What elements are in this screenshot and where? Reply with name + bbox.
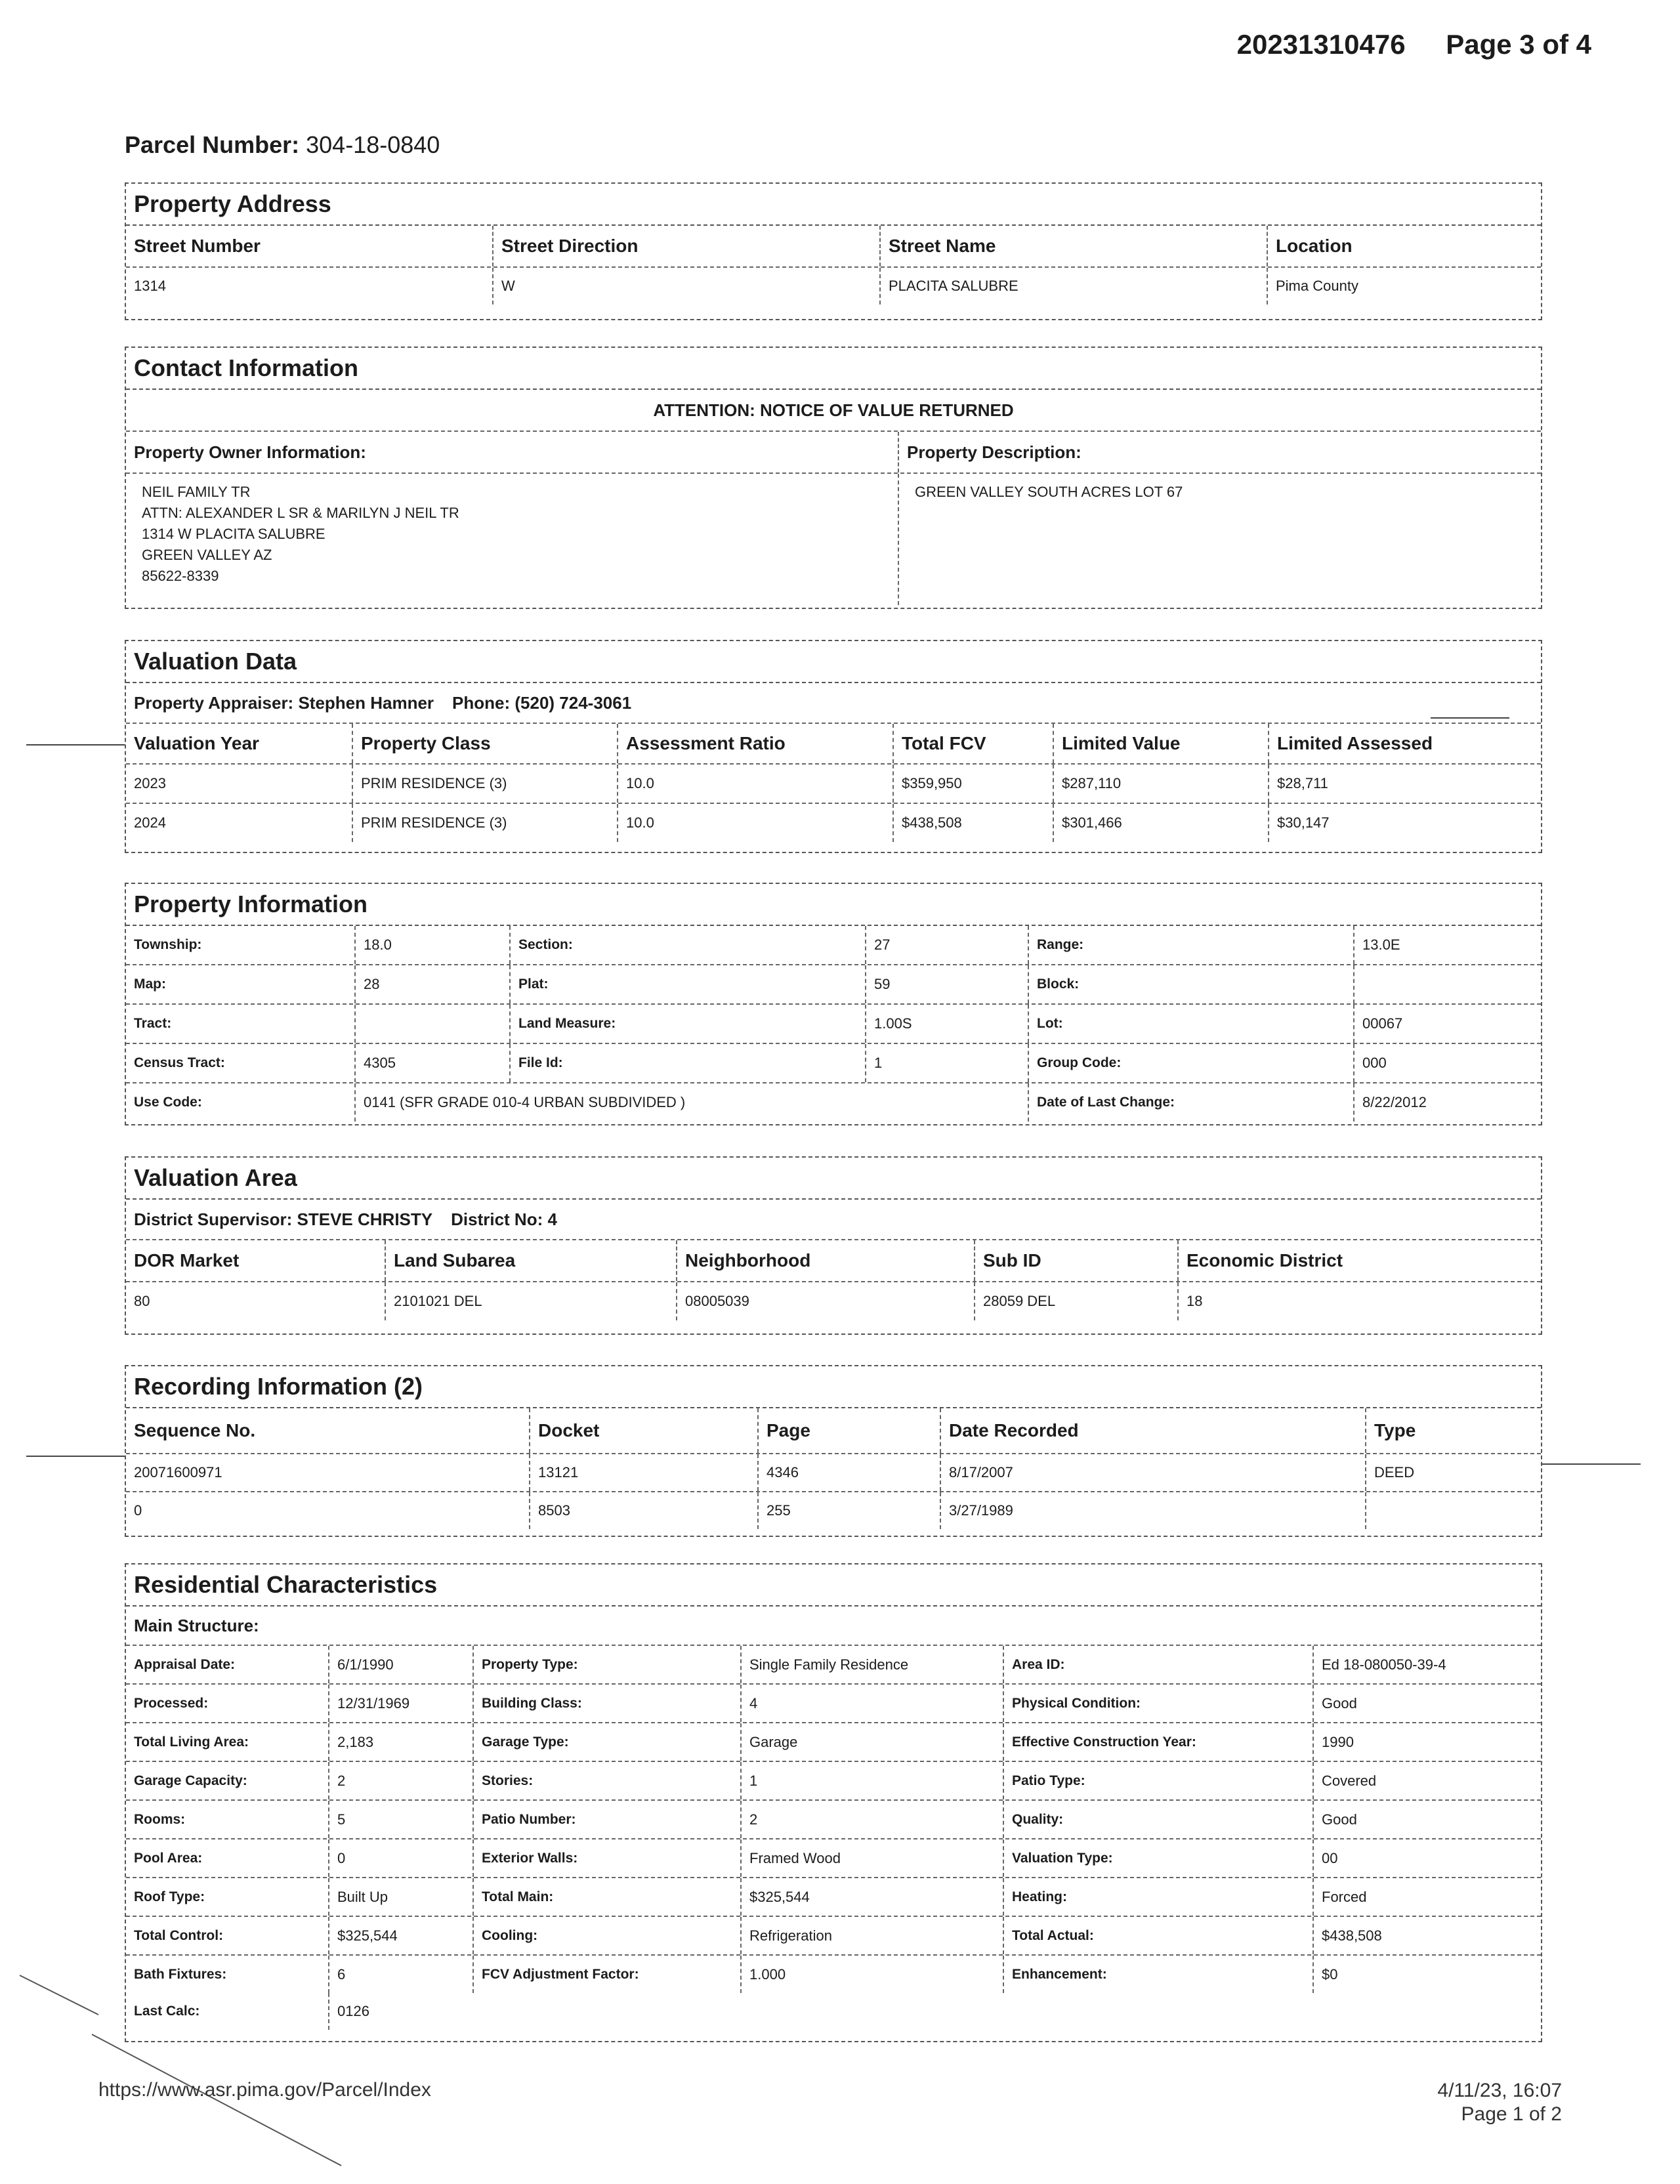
table-header-row: [126, 226, 1541, 268]
recording-section: [125, 1365, 1542, 1537]
table-row: [126, 1801, 1541, 1839]
document-number: 20231310476: [1236, 29, 1406, 60]
value-cell: 4346: [759, 1454, 941, 1491]
footer-meta: [1437, 2079, 1562, 2126]
table-row: [126, 1762, 1541, 1801]
value-cell: 13121: [530, 1454, 759, 1491]
value-cell: 13.0E: [1362, 936, 1400, 953]
value-cell: Good: [1322, 1694, 1357, 1712]
contact-section: [125, 346, 1542, 609]
value-cell: $325,544: [329, 1917, 474, 1954]
table-row: [126, 765, 1541, 804]
appraiser-name: Property Appraiser: Stephen Hamner: [134, 692, 434, 713]
parcel-label: Parcel Number:: [125, 131, 300, 158]
value-cell: 1990: [1322, 1733, 1354, 1750]
header-cell: Total FCV: [894, 724, 1054, 763]
property-description: [899, 474, 1541, 605]
value-cell: 0126: [337, 2003, 369, 2019]
label-cell: Date of Last Change:: [1029, 1083, 1354, 1122]
scan-streak: [13, 1969, 354, 2179]
owner-address: [126, 474, 899, 605]
value-cell: 6: [329, 1956, 474, 1993]
value-cell: 0: [329, 1839, 474, 1877]
header-cell: Economic District: [1186, 1250, 1343, 1270]
value-cell: PLACITA SALUBRE: [881, 268, 1268, 304]
value-cell: $30,147: [1277, 814, 1330, 831]
value-cell: PRIM RESIDENCE (3): [353, 804, 618, 842]
value-cell: $28,711: [1277, 775, 1328, 791]
value-cell: 0141 (SFR GRADE 010-4 URBAN SUBDIVIDED ): [356, 1083, 1029, 1122]
label-cell: Patio Number:: [474, 1801, 742, 1838]
value-cell: Single Family Residence: [742, 1646, 1004, 1683]
label-cell: Total Control:: [126, 1917, 329, 1954]
header-cell: Limited Value: [1054, 724, 1269, 763]
value-cell: 1314: [126, 268, 494, 304]
header-cell: Docket: [530, 1408, 759, 1453]
header-cell: Limited Assessed: [1277, 733, 1433, 753]
value-cell: PRIM RESIDENCE (3): [353, 765, 618, 803]
label-cell: Effective Construction Year:: [1004, 1723, 1314, 1761]
value-cell: $325,544: [742, 1878, 1004, 1916]
footer-page: Page 1 of 2: [1461, 2103, 1562, 2125]
header-cell: Street Direction: [494, 226, 881, 266]
value-cell: [1354, 965, 1541, 1003]
label-cell: Exterior Walls:: [474, 1839, 742, 1877]
value-cell: Forced: [1322, 1888, 1367, 1905]
table-header-row: [126, 1240, 1541, 1282]
label-cell: Roof Type:: [126, 1878, 329, 1916]
value-cell: 2024: [126, 804, 353, 842]
value-cell: 10.0: [618, 804, 894, 842]
label-cell: Range:: [1029, 926, 1354, 964]
header-cell: Sequence No.: [126, 1408, 530, 1453]
table-row: [126, 268, 1541, 304]
table-row: [126, 1282, 1541, 1320]
table-row: [126, 965, 1541, 1005]
table-row: [126, 1083, 1541, 1122]
label-cell: Stories:: [474, 1762, 742, 1799]
label-cell: FCV Adjustment Factor:: [474, 1956, 742, 1993]
value-cell: Pima County: [1276, 278, 1358, 294]
scan-mark: [1542, 1463, 1641, 1465]
label-cell: Group Code:: [1029, 1044, 1354, 1082]
value-cell: 2023: [126, 765, 353, 803]
value-cell: 8/17/2007: [941, 1454, 1366, 1491]
table-row: [126, 1492, 1541, 1529]
header-cell: Assessment Ratio: [618, 724, 894, 763]
label-cell: File Id:: [511, 1044, 866, 1082]
footer-timestamp: 4/11/23, 16:07: [1437, 2080, 1562, 2101]
header-cell: Neighborhood: [677, 1240, 975, 1281]
header-cell: Sub ID: [975, 1240, 1179, 1281]
label-cell: Appraisal Date:: [126, 1646, 329, 1683]
label-cell: Land Measure:: [511, 1005, 866, 1043]
value-cell: 4305: [356, 1044, 511, 1082]
value-cell: 1: [742, 1762, 1004, 1799]
value-cell: $359,950: [894, 765, 1054, 803]
header-cell: Date Recorded: [941, 1408, 1366, 1453]
value-cell: 5: [329, 1801, 474, 1838]
parcel-number: [125, 131, 440, 159]
property-address-section: [125, 182, 1542, 320]
page-indicator: Page 3 of 4: [1446, 29, 1591, 60]
value-cell: 10.0: [618, 765, 894, 803]
value-cell: 8503: [530, 1492, 759, 1529]
property-info-section: [125, 883, 1542, 1125]
label-cell: Block:: [1029, 965, 1354, 1003]
value-cell: Covered: [1322, 1772, 1377, 1789]
value-cell: 27: [866, 926, 1029, 964]
label-cell: Heating:: [1004, 1878, 1314, 1916]
value-cell: Garage: [742, 1723, 1004, 1761]
value-cell: W: [494, 268, 881, 304]
label-cell: Pool Area:: [126, 1839, 329, 1877]
value-cell: DEED: [1374, 1464, 1415, 1480]
table-row: [126, 1878, 1541, 1917]
label-cell: Garage Capacity:: [126, 1762, 329, 1799]
table-row: [126, 1685, 1541, 1723]
value-cell: 18.0: [356, 926, 511, 964]
district-number: District No: 4: [451, 1209, 557, 1229]
district-supervisor: District Supervisor: STEVE CHRISTY: [134, 1209, 433, 1229]
header-cell: Type: [1374, 1420, 1416, 1440]
label-cell: Rooms:: [126, 1801, 329, 1838]
value-cell: 4: [742, 1685, 1004, 1722]
label-cell: Quality:: [1004, 1801, 1314, 1838]
value-cell: [1366, 1492, 1541, 1529]
value-cell: 08005039: [677, 1282, 975, 1320]
owner-line: ATTN: ALEXANDER L SR & MARILYN J NEIL TR: [142, 505, 459, 521]
table-header-row: [126, 1408, 1541, 1454]
value-cell: [356, 1005, 511, 1043]
value-cell: $438,508: [894, 804, 1054, 842]
owner-line: 85622-8339: [142, 568, 219, 584]
document-header: [1204, 29, 1591, 60]
header-cell: Land Subarea: [386, 1240, 677, 1281]
table-row: [126, 1723, 1541, 1762]
label-cell: Lot:: [1029, 1005, 1354, 1043]
value-cell: 0: [126, 1492, 530, 1529]
header-cell: Street Name: [881, 226, 1268, 266]
table-row: [126, 1839, 1541, 1878]
value-cell: 2: [742, 1801, 1004, 1838]
section-title: Property Address: [126, 184, 1541, 226]
value-cell: 28059 DEL: [975, 1282, 1179, 1320]
value-cell: 80: [126, 1282, 386, 1320]
section-title: Residential Characteristics: [126, 1564, 1541, 1606]
value-cell: Framed Wood: [742, 1839, 1004, 1877]
value-cell: $0: [1322, 1965, 1338, 1983]
owner-line: GREEN VALLEY AZ: [142, 547, 272, 563]
section-title: Recording Information (2): [126, 1366, 1541, 1408]
header-cell: Page: [759, 1408, 941, 1453]
value-cell: 20071600971: [126, 1454, 530, 1491]
section-title: Contact Information: [126, 348, 1541, 390]
scan-mark: [26, 1456, 125, 1457]
header-cell: Valuation Year: [126, 724, 353, 763]
value-cell: 000: [1362, 1055, 1387, 1071]
residential-table: [126, 1646, 1541, 1993]
value-cell: 3/27/1989: [941, 1492, 1366, 1529]
label-cell: Patio Type:: [1004, 1762, 1314, 1799]
table-row: [126, 1044, 1541, 1083]
value-cell: 2,183: [329, 1723, 474, 1761]
scan-mark: [1431, 717, 1509, 719]
label-cell: Section:: [511, 926, 866, 964]
main-structure-label: Main Structure:: [126, 1606, 1541, 1646]
value-cell: 2: [329, 1762, 474, 1799]
label-cell: Building Class:: [474, 1685, 742, 1722]
label-cell: Township:: [126, 926, 356, 964]
value-cell: 28: [356, 965, 511, 1003]
owner-label: Property Owner Information:: [126, 432, 899, 472]
table-row: [126, 804, 1541, 842]
label-cell: Valuation Type:: [1004, 1839, 1314, 1877]
label-cell: Last Calc:: [126, 1993, 329, 2030]
header-cell: Location: [1276, 236, 1353, 256]
table-row: [126, 1917, 1541, 1956]
value-cell: Ed 18-080050-39-4: [1322, 1656, 1446, 1673]
value-cell: $438,508: [1322, 1927, 1382, 1944]
section-title: Property Information: [126, 884, 1541, 926]
contact-header-row: [126, 432, 1541, 474]
value-cell: Built Up: [329, 1878, 474, 1916]
table-header-row: [126, 724, 1541, 765]
footer-url: https://www.asr.pima.gov/Parcel/Index: [98, 2079, 431, 2101]
value-cell: Good: [1322, 1811, 1357, 1828]
value-cell: $301,466: [1054, 804, 1269, 842]
section-title: Valuation Data: [126, 641, 1541, 683]
appraiser-phone: Phone: (520) 724-3061: [452, 692, 632, 713]
value-cell: 6/1/1990: [329, 1646, 474, 1683]
parcel-value: 304-18-0840: [306, 131, 440, 158]
label-cell: Property Type:: [474, 1646, 742, 1683]
label-cell: Total Actual:: [1004, 1917, 1314, 1954]
label-cell: Physical Condition:: [1004, 1685, 1314, 1722]
label-cell: Use Code:: [126, 1083, 356, 1122]
table-row: [126, 1646, 1541, 1685]
label-cell: Enhancement:: [1004, 1956, 1314, 1993]
label-cell: Processed:: [126, 1685, 329, 1722]
table-row: [126, 1005, 1541, 1044]
value-cell: 12/31/1969: [329, 1685, 474, 1722]
value-cell: 1.000: [742, 1956, 1004, 1993]
label-cell: Total Living Area:: [126, 1723, 329, 1761]
label-cell: Census Tract:: [126, 1044, 356, 1082]
supervisor-line: [126, 1200, 1541, 1240]
label-cell: Area ID:: [1004, 1646, 1314, 1683]
value-cell: 255: [759, 1492, 941, 1529]
label-cell: Total Main:: [474, 1878, 742, 1916]
value-cell: 1: [866, 1044, 1029, 1082]
value-cell: 00: [1322, 1849, 1338, 1866]
owner-line: 1314 W PLACITA SALUBRE: [142, 526, 326, 542]
value-cell: 2101021 DEL: [386, 1282, 677, 1320]
notice-banner: ATTENTION: NOTICE OF VALUE RETURNED: [126, 390, 1541, 432]
value-cell: 00067: [1362, 1015, 1403, 1032]
valuation-area-section: [125, 1156, 1542, 1335]
value-cell: 18: [1186, 1293, 1203, 1309]
appraiser-line: [126, 683, 1541, 724]
owner-line: NEIL FAMILY TR: [142, 484, 251, 500]
label-cell: Plat:: [511, 965, 866, 1003]
header-cell: Street Number: [126, 226, 494, 266]
value-cell: 8/22/2012: [1362, 1094, 1427, 1110]
table-row: [126, 1454, 1541, 1492]
table-row: [126, 926, 1541, 965]
label-cell: Garage Type:: [474, 1723, 742, 1761]
label-cell: Bath Fixtures:: [126, 1956, 329, 1993]
valuation-section: [125, 640, 1542, 853]
section-title: Valuation Area: [126, 1158, 1541, 1200]
label-cell: Tract:: [126, 1005, 356, 1043]
value-cell: Refrigeration: [742, 1917, 1004, 1954]
description-label: Property Description:: [907, 442, 1082, 462]
header-cell: DOR Market: [126, 1240, 386, 1281]
scan-mark: [26, 744, 125, 746]
description-text: GREEN VALLEY SOUTH ACRES LOT 67: [915, 484, 1183, 500]
contact-body-row: [126, 474, 1541, 605]
header-cell: Property Class: [353, 724, 618, 763]
value-cell: 59: [866, 965, 1029, 1003]
label-cell: Cooling:: [474, 1917, 742, 1954]
label-cell: Map:: [126, 965, 356, 1003]
value-cell: 1.00S: [866, 1005, 1029, 1043]
value-cell: $287,110: [1054, 765, 1269, 803]
